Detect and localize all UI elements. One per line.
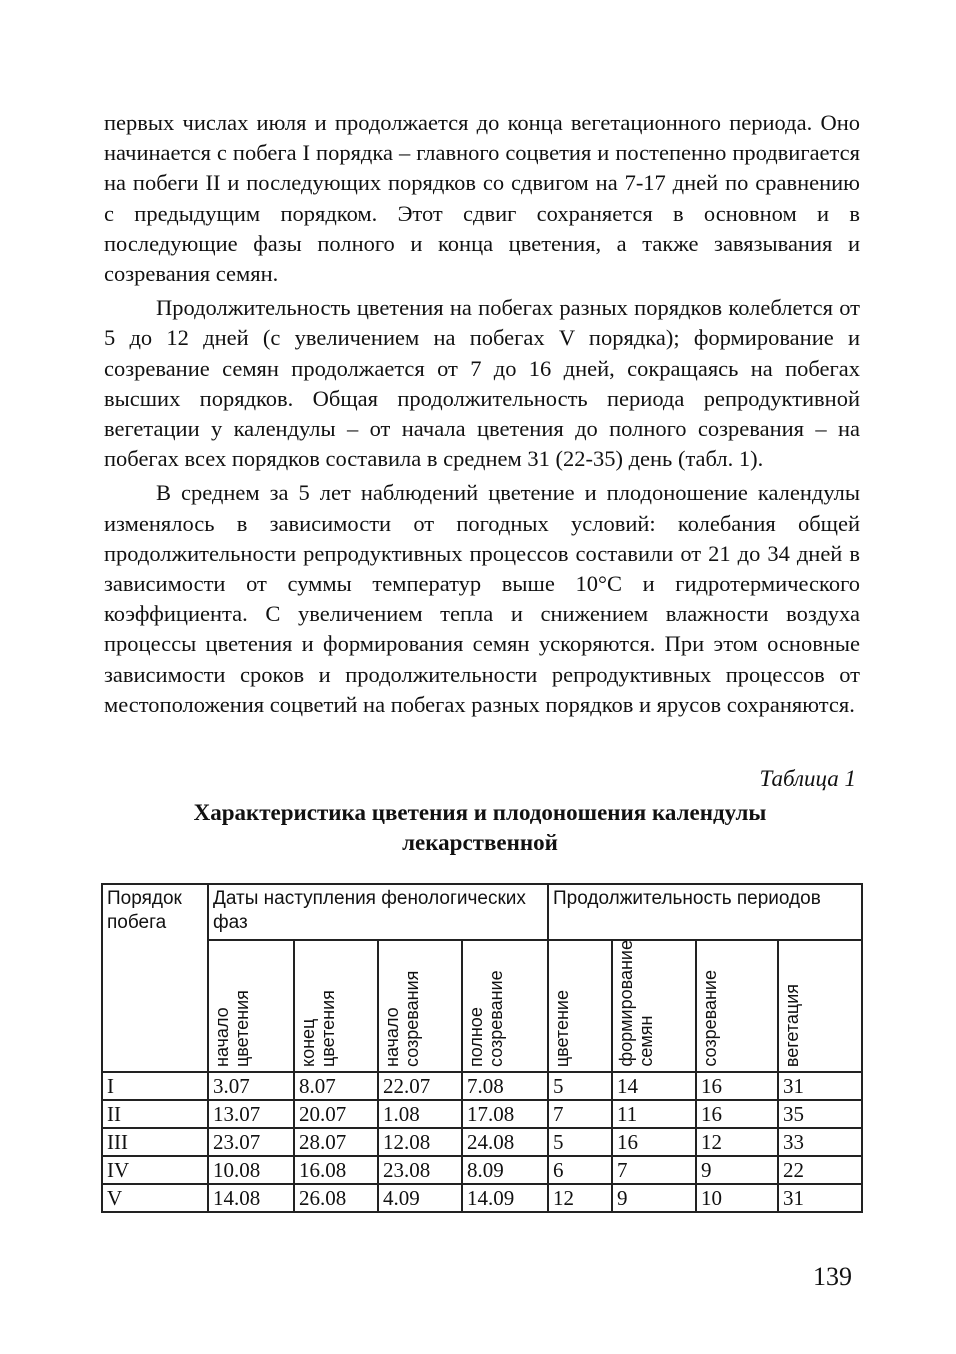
table-cell: 28.07	[294, 1128, 378, 1156]
table-cell: 12.08	[378, 1128, 462, 1156]
row-order: V	[102, 1184, 208, 1212]
header-order: Порядок побега	[102, 884, 208, 1072]
table-cell: 16	[696, 1100, 778, 1128]
table-caption-line-2: лекарственной	[402, 830, 558, 855]
row-order: II	[102, 1100, 208, 1128]
header-col-ripening	[696, 940, 778, 1072]
header-col-ripening-start	[378, 940, 462, 1072]
table-row	[102, 1156, 862, 1184]
table-row	[102, 1184, 862, 1212]
table-cell: 9	[612, 1184, 696, 1212]
body-text	[104, 108, 860, 720]
table-cell: 14	[612, 1072, 696, 1100]
paragraph-1: первых числах июля и продолжается до конца вегетационного периода. Оно начинается с побега I порядка – главного соцветия и постепенно продвигается на побеги II и последующих порядков со сдвигом на 7-17 дней по сравнению с предыдущим порядком. Этот сдвиг сохраняется в основном и в последующие фазы полного и конца цветения, а также завязывания и созревания семян.	[104, 110, 860, 287]
table-cell: 20.07	[294, 1100, 378, 1128]
row-order: III	[102, 1128, 208, 1156]
table-cell: 7	[548, 1100, 612, 1128]
header-col-label: созревание	[700, 970, 720, 1067]
table-cell: 10.08	[208, 1156, 294, 1184]
table-cell: 8.09	[462, 1156, 548, 1184]
row-order: I	[102, 1072, 208, 1100]
phenology-table	[101, 883, 863, 1213]
table-cell: 7	[612, 1156, 696, 1184]
table-cell: 33	[778, 1128, 862, 1156]
table-label: Таблица 1	[759, 766, 856, 791]
table-cell: 13.07	[208, 1100, 294, 1128]
table-cell: 1.08	[378, 1100, 462, 1128]
page-number: 139	[813, 1262, 852, 1291]
header-col-flowering	[548, 940, 612, 1072]
table-cell: 10	[696, 1184, 778, 1212]
table-cell: 6	[548, 1156, 612, 1184]
header-col-label: начало цветения	[212, 990, 252, 1067]
table-cell: 31	[778, 1184, 862, 1212]
header-col-flowering-start	[208, 940, 294, 1072]
table-cell: 22	[778, 1156, 862, 1184]
table-cell: 5	[548, 1128, 612, 1156]
paragraph-2: Продолжительность цветения на побегах разных порядков колеблется от 5 до 12 дней (с увеличением на побегах V порядка); формирование и созревание семян продолжается от 7 до 16 дней, сокращаясь на побегах высших порядков. Общая продолжительность периода репродуктивной вегетации у календулы – от начала цветения до полного созревания – на побегах всех порядков составила в среднем 31 (22-35) день (табл. 1).	[104, 295, 860, 472]
table-cell: 24.08	[462, 1128, 548, 1156]
table-cell: 3.07	[208, 1072, 294, 1100]
header-col-ripening-full	[462, 940, 548, 1072]
row-order: IV	[102, 1156, 208, 1184]
header-col-vegetation	[778, 940, 862, 1072]
table-cell: 11	[612, 1100, 696, 1128]
table-row	[102, 1100, 862, 1128]
table-cell: 12	[548, 1184, 612, 1212]
header-col-label: цветение	[552, 989, 572, 1067]
header-col-label: полное созревание	[466, 970, 506, 1067]
table-cell: 16	[612, 1128, 696, 1156]
table-cell: 5	[548, 1072, 612, 1100]
table-cell: 8.07	[294, 1072, 378, 1100]
table-cell: 16.08	[294, 1156, 378, 1184]
table-cell: 23.08	[378, 1156, 462, 1184]
table-caption-line-1: Характеристика цветения и плодоношения календулы	[193, 800, 767, 825]
header-col-label: конец цветения	[298, 990, 338, 1067]
table-header-row-2	[102, 940, 862, 1072]
header-dates-group: Даты наступления фенологических фаз	[208, 884, 548, 940]
paragraph-3: В среднем за 5 лет наблюдений цветение и плодоношение календулы изменялось в зависимости от погодных условий: колебания общей продолжительности репродуктивных процессов составили от 21 до 34 дней в зависимости от суммы температур выше 10°С и гидротермического коэффициента. С увеличением тепла и снижением влажности воздуха процессы цветения и формирования семян ускоряются. При этом основные зависимости сроков и продолжительности репродуктивных процессов от местоположения соцветий на побегах разных порядков и ярусов сохраняются.	[104, 480, 860, 717]
header-col-label: формирование семян	[616, 940, 656, 1067]
table-cell: 17.08	[462, 1100, 548, 1128]
table-caption	[104, 798, 856, 858]
table-cell: 26.08	[294, 1184, 378, 1212]
table-row	[102, 1072, 862, 1100]
table-cell: 9	[696, 1156, 778, 1184]
header-col-label: вегетация	[782, 983, 802, 1067]
table-cell: 4.09	[378, 1184, 462, 1212]
table-cell: 16	[696, 1072, 778, 1100]
header-periods-group: Продолжительность периодов	[548, 884, 862, 940]
table-cell: 14.09	[462, 1184, 548, 1212]
header-col-label: начало созревания	[382, 970, 422, 1067]
table-cell: 7.08	[462, 1072, 548, 1100]
table-cell: 35	[778, 1100, 862, 1128]
table-header-row-1	[102, 884, 862, 940]
table-cell: 22.07	[378, 1072, 462, 1100]
header-col-seed-formation	[612, 940, 696, 1072]
header-col-flowering-end	[294, 940, 378, 1072]
table-cell: 23.07	[208, 1128, 294, 1156]
table-cell: 14.08	[208, 1184, 294, 1212]
table-cell: 31	[778, 1072, 862, 1100]
table-row	[102, 1128, 862, 1156]
table-cell: 12	[696, 1128, 778, 1156]
